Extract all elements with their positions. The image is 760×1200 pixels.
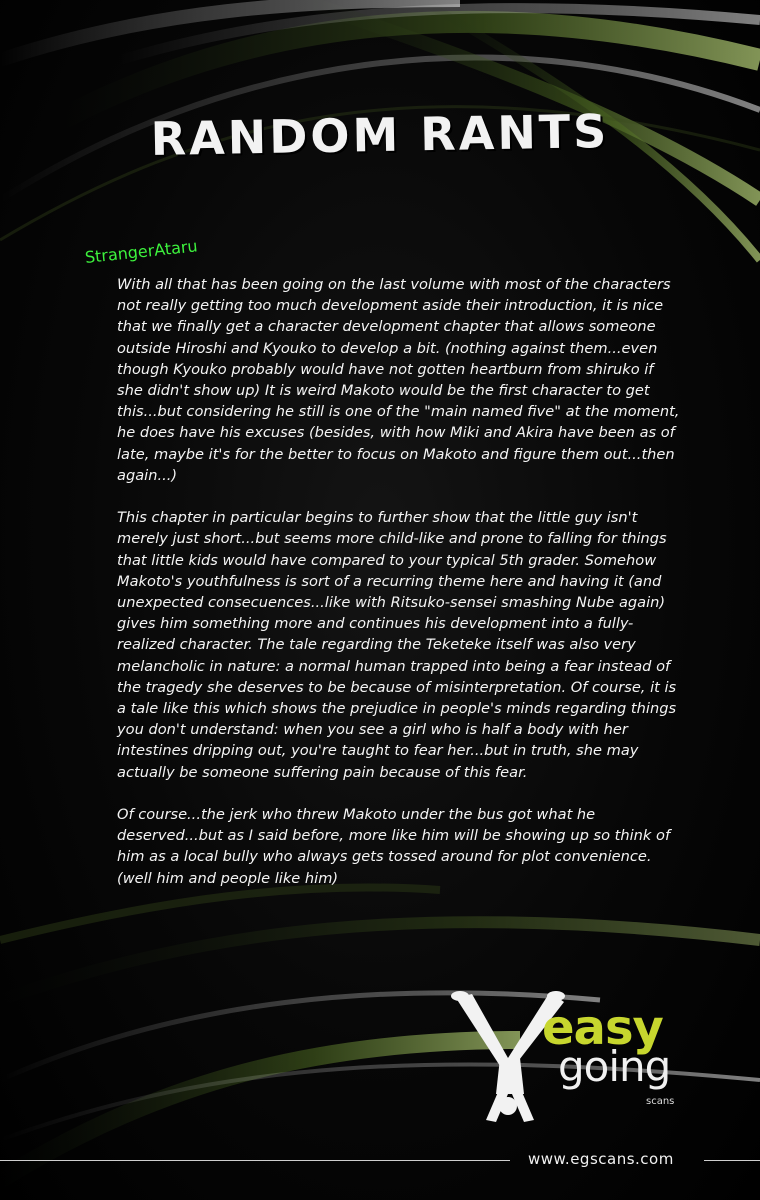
footer-divider-right <box>704 1160 760 1161</box>
easy-going-scans-logo <box>450 988 700 1128</box>
logo-word-easy: easy <box>542 1000 663 1056</box>
author-name: StrangerAtaru <box>84 236 199 267</box>
footer-divider-left <box>0 1160 510 1161</box>
page-title: RANDOM RANTS <box>150 104 610 166</box>
rant-paragraph: This chapter in particular begins to further show that the little guy isn't merely just short...but seems more child-like and prone to falling for things that little kids would have compared to your typical 5th grader. Somehow Makoto's youthfulness is sort of a recurring theme here and having it (and unexpected consecuences...like with Ritsuko-sensei smashing Nube again) gives him something more and continues his development into a fully-realized character. The tale regarding the Teketeke itself was also very melancholic in nature: a normal human trapped into being a fear instead of the tragedy she deserves to be because of misinterpretation. Of course, it is a tale like this which shows the prejudice in people's minds regarding things you don't understand: when you see a girl who is half a body with her intestines dripping out, you're taught to fear her...but in truth, she may actually be someone suffering pain because of this fear. <box>117 509 677 781</box>
logo-word-going: going <box>558 1042 671 1091</box>
rant-paragraph: Of course...the jerk who threw Makoto under the bus got what he deserved...but as I said before, more like him will be showing up so think of him as a local bully who always gets tossed around for plot convenience. (well him and people like him) <box>117 806 671 887</box>
rant-body <box>117 274 682 910</box>
rant-paragraph: With all that has been going on the last volume with most of the characters not really getting too much development aside their introduction, it is nice that we finally get a character development chapter that allows someone outside Hiroshi and Kyouko to develop a bit. (nothing against them...even though Kyouko probably would have not gotten heartburn from shiruko if she didn't show up) It is weird Makoto would be the first character to get this...but considering he still is one of the "main named five" at the moment, he does have his excuses (besides, with how Miki and Akira have been as of late, maybe it's for the better to focus on Makoto and figure them out...then again...) <box>117 276 680 484</box>
footer-url[interactable]: www.egscans.com <box>528 1150 674 1168</box>
logo-word-scans: scans <box>646 1096 675 1107</box>
